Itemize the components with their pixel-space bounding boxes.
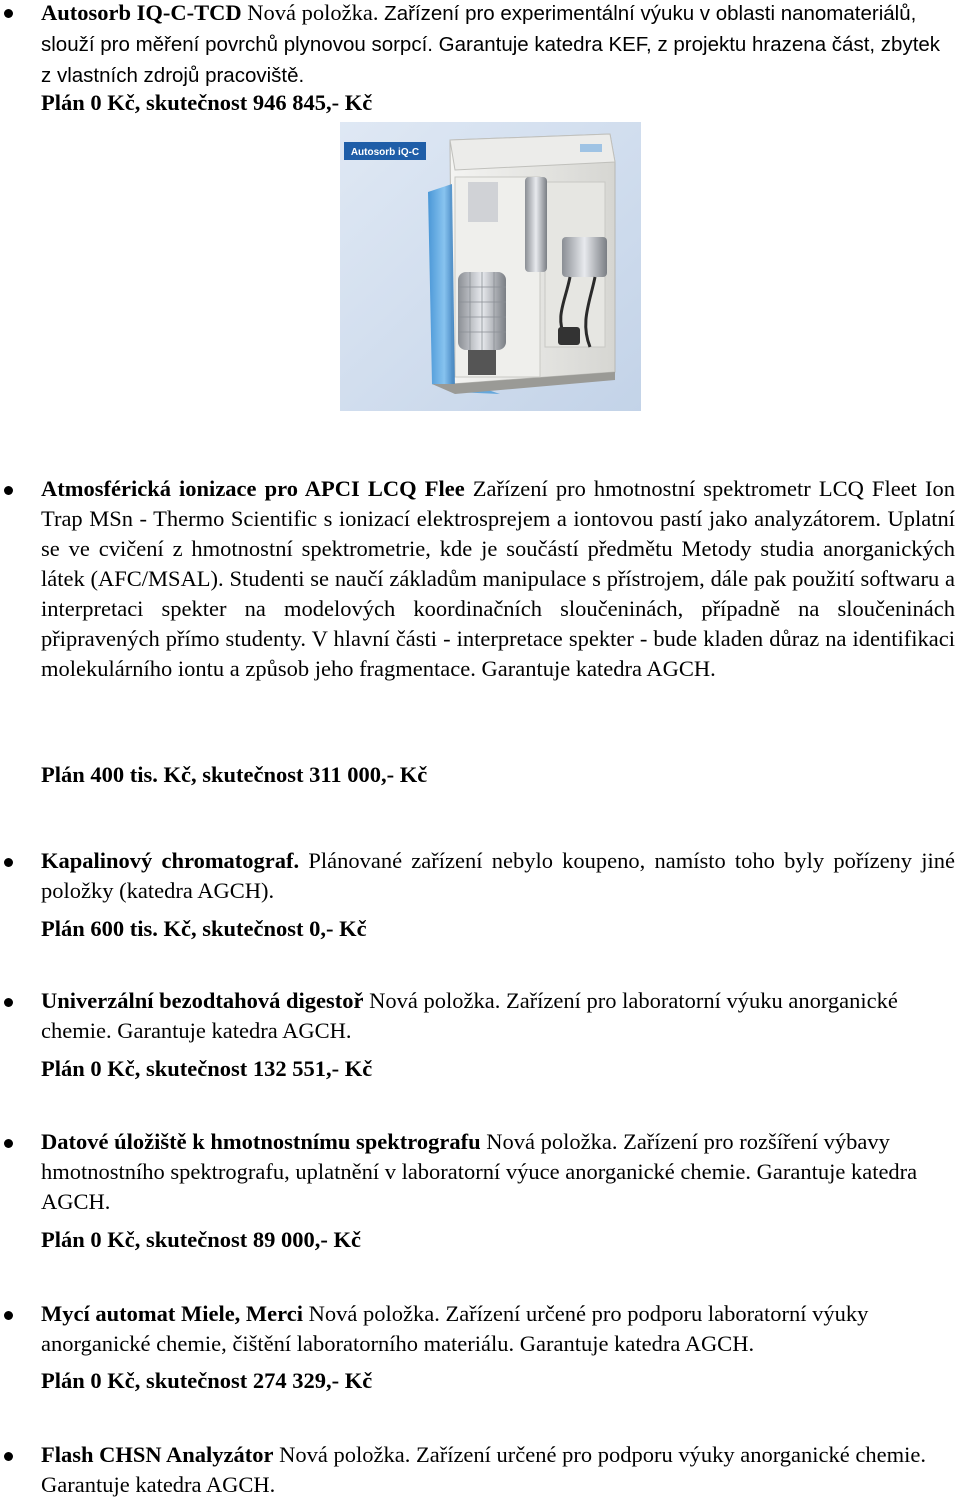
item-title: Autosorb IQ-C-TCD [41,0,242,25]
bullet [4,9,13,18]
item-title: Datové úložiště k hmotnostnímu spektrografu [41,1129,481,1154]
item-description: Flash CHSN Analyzátor Nová položka. Zařízení určené pro podporu výuky anorganické chemie. Garantuje katedra AGCH. [41,1442,926,1497]
item-title: Kapalinový chromatograf. [41,848,300,873]
plan-line: Plán 600 tis. Kč, skutečnost 0,- Kč [41,916,367,941]
bullet [4,1311,13,1320]
bullet [4,486,13,495]
item-title: Flash CHSN Analyzátor [41,1442,274,1467]
item-title: Univerzální bezodtahová digestoř [41,988,364,1013]
item-description: Kapalinový chromatograf. Plánované zařízení nebylo koupeno, namísto toho byly pořízeny jiné položky (katedra AGCH). [41,848,955,903]
item-description: Autosorb IQ-C-TCD Nová položka. Zařízení pro experimentální výuku v oblasti nanomateriálů, slouží pro měření povrchů plynovou sorpcí. Garantuje katedra KEF, z projektu hrazena část, zbytek z vlastních zdrojů pracoviště. [41,0,941,87]
bullet [4,1139,13,1148]
item-description: Atmosférická ionizace pro APCI LCQ Flee Zařízení pro hmotnostní spektrometr LCQ Fleet Ion Trap MSn - Thermo Scientific s ionizací elektrosprejem a iontovou pastí jako analyzátorem. Uplatní se ve cvičení z hmotnostní spektrometrie, kde je součástí předmětu Metody studia anorganických látek (AFC/MSAL). Studenti se naučí základům manipulace s přístrojem, dále pak použití softwaru a interpretaci spekter na modelových koordinačních sloučeninách, případně na sloučeninách připravených přímo studenty. V hlavní části - interpretace spekter - bude kladen důraz na identifikaci molekulárního iontu a způsob jeho fragmentace. Garantuje katedra AGCH. [41,476,955,681]
item-description: Univerzální bezodtahová digestoř Nová položka. Zařízení pro laboratorní výuku anorganické chemie. Garantuje katedra AGCH. [41,988,898,1043]
item-title: Mycí automat Miele, Merci [41,1301,303,1326]
item-description: Datové úložiště k hmotnostnímu spektrografu Nová položka. Zařízení pro rozšíření výbavy hmotnostního spektrografu, uplatnění v laboratorní výuce anorganické chemie. Garantuje katedra AGCH. [41,1129,918,1214]
plan-line: Plán 0 Kč, skutečnost 89 000,- Kč [41,1227,361,1252]
bullet [4,858,13,867]
bullet [4,998,13,1007]
bullet [4,1452,13,1461]
image-label: Autosorb iQ-C [350,147,420,158]
plan-line: Plán 400 tis. Kč, skutečnost 311 000,- Kč [41,762,428,787]
item-title: Atmosférická ionizace pro APCI LCQ Flee [41,476,465,501]
item-description: Mycí automat Miele, Merci Nová položka. Zařízení určené pro podporu laboratorní výuky anorganické chemie, čištění laboratorního materiálu. Garantuje katedra AGCH. [41,1301,869,1356]
plan-line: Plán 0 Kč, skutečnost 132 551,- Kč [41,1056,373,1081]
plan-line: Plán 0 Kč, skutečnost 946 845,- Kč [41,90,373,115]
autosorb-instrument-image [340,122,641,411]
plan-line: Plán 0 Kč, skutečnost 274 329,- Kč [41,1368,373,1393]
